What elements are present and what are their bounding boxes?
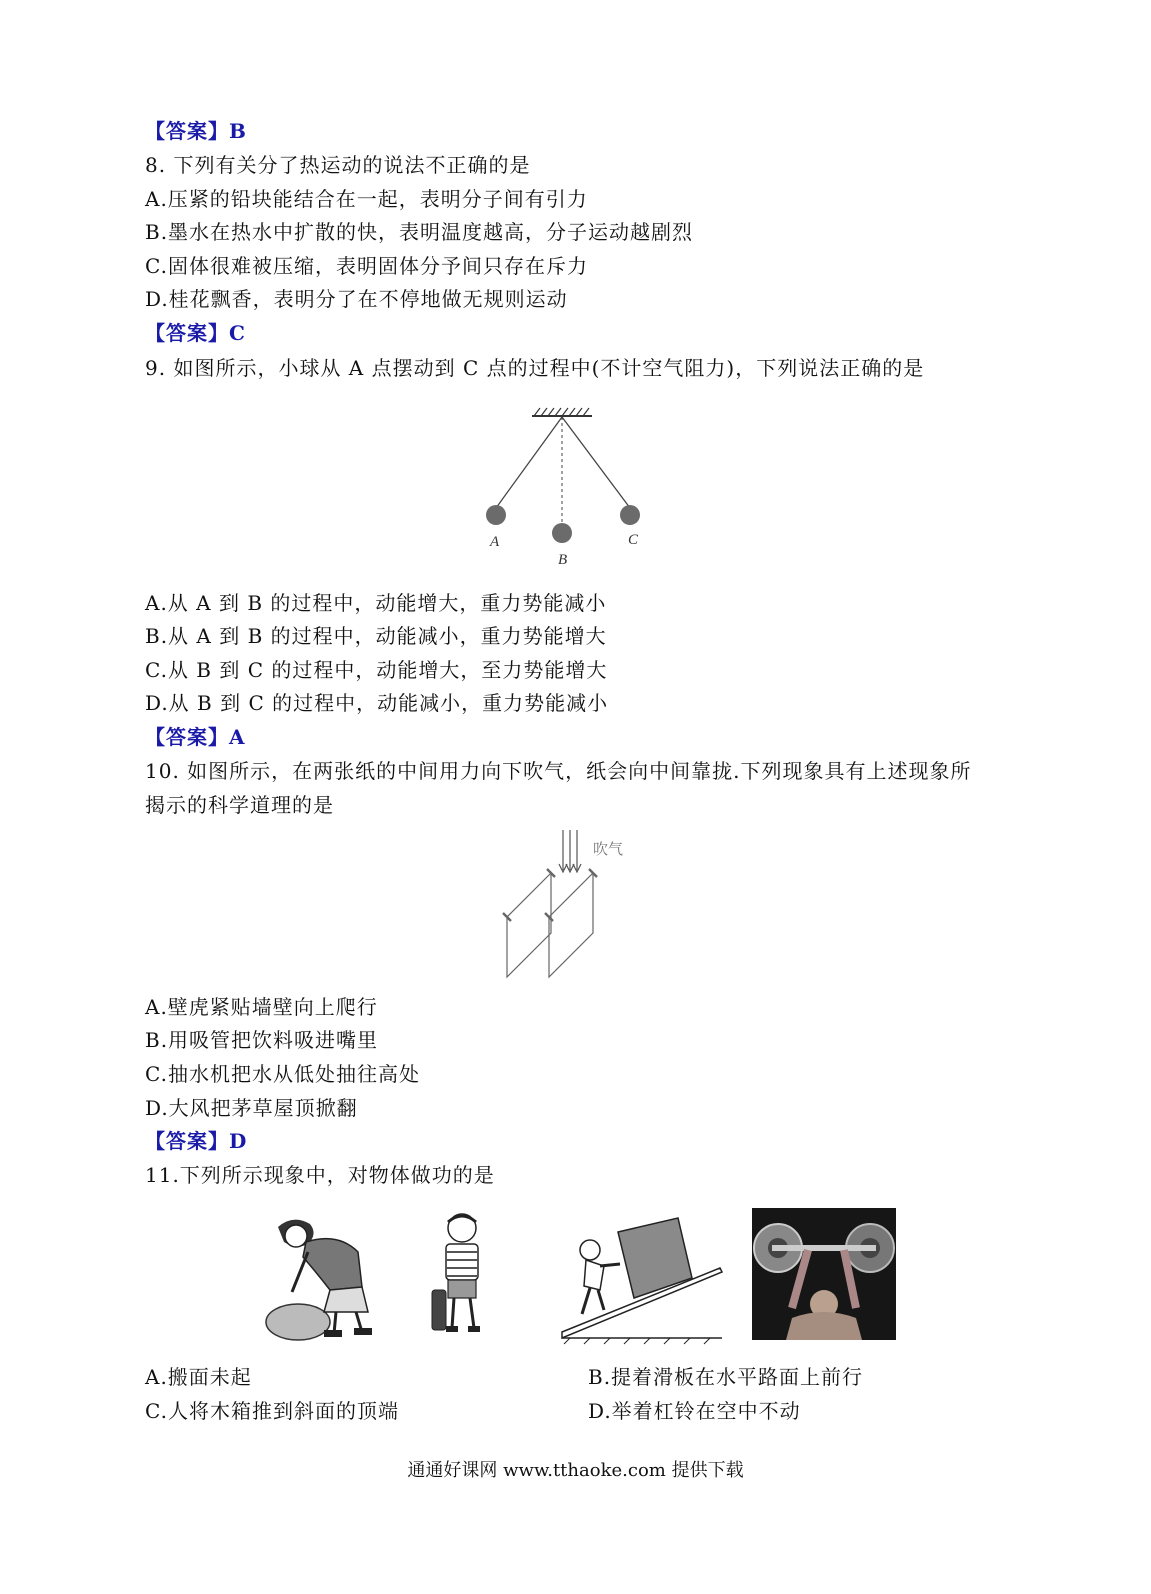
answer-q7: 【答案】B: [145, 119, 247, 143]
paper-sheet-left: [503, 869, 555, 977]
pendulum-string-a: [496, 417, 562, 508]
q10-option-b: B.用吸管把饮料吸进嘴里: [145, 1028, 379, 1052]
q10-option-d: D.大风把茅草屋顶掀翻: [145, 1096, 358, 1120]
question-10-stem-line2: 揭示的科学道理的是: [145, 793, 334, 817]
blow-label: 吹气: [593, 840, 624, 858]
q9-option-a: A.从 A 到 B 的过程中，动能增大，重力势能减小: [145, 591, 607, 615]
q11-option-b: B.提着滑板在水平路面上前行: [588, 1365, 864, 1389]
page-footer: 通通好课网 www.tthaoke.com 提供下载: [407, 1460, 744, 1481]
question-11-stem: 11.下列所示现象中，对物体做功的是: [145, 1163, 495, 1187]
push-box-up-incline-image: [560, 1210, 725, 1345]
paper-sheet-right: [545, 869, 597, 977]
q9-option-b: B.从 A 到 B 的过程中，动能减小，重力势能增大: [145, 624, 607, 648]
q10-option-c: C.抽水机把水从低处抽往高处: [145, 1062, 420, 1086]
label-a: A: [490, 534, 500, 550]
woman-lifting-rock-image: [258, 1212, 388, 1344]
question-10-stem-line1: 10. 如图所示，在两张纸的中间用力向下吹气，纸会向中间靠拢.下列现象具有上述现象所: [145, 759, 972, 783]
q8-option-a: A.压紧的铅块能结合在一起，表明分子间有引力: [145, 187, 588, 211]
answer-q10: 【答案】D: [145, 1129, 248, 1153]
question-8-stem: 8. 下列有关分了热运动的说法不正确的是: [145, 153, 531, 177]
q8-option-b: B.墨水在热水中扩散的快，表明温度越高，分子运动越剧烈: [145, 220, 694, 244]
label-c: C: [628, 532, 639, 548]
q11-option-a: A.搬面未起: [145, 1365, 252, 1389]
q8-option-c: C.固体很难被压缩，表明固体分予间只存在斥力: [145, 254, 588, 278]
answer-q9: 【答案】A: [145, 725, 246, 749]
q8-option-d: D.桂花飘香，表明分了在不停地做无规则运动: [145, 287, 568, 311]
q9-option-d: D.从 B 到 C 的过程中，动能减小，重力势能减小: [145, 691, 609, 715]
answer-q8: 【答案】C: [145, 321, 246, 345]
pendulum-ball-c: [620, 505, 640, 525]
label-b: B: [558, 552, 568, 568]
boy-carrying-skateboard-image: [428, 1210, 498, 1342]
pendulum-ball-a: [486, 505, 506, 525]
q11-option-d: D.举着杠铃在空中不动: [588, 1399, 801, 1423]
q9-option-c: C.从 B 到 C 的过程中，动能增大，至力势能增大: [145, 658, 608, 682]
pendulum-ball-b: [552, 523, 572, 543]
question-9-stem: 9. 如图所示，小球从 A 点摆动到 C 点的过程中(不计空气阻力)，下列说法正确的是: [145, 356, 925, 380]
pendulum-figure: [480, 400, 660, 575]
pendulum-ceiling: [532, 408, 592, 416]
q11-option-c: C.人将木箱推到斜面的顶端: [145, 1399, 399, 1423]
weightlifter-image: [752, 1208, 896, 1340]
q10-option-a: A.壁虎紧贴墙壁向上爬行: [145, 995, 378, 1019]
paper-blowing-figure: [495, 825, 645, 990]
pendulum-string-c: [562, 417, 630, 508]
